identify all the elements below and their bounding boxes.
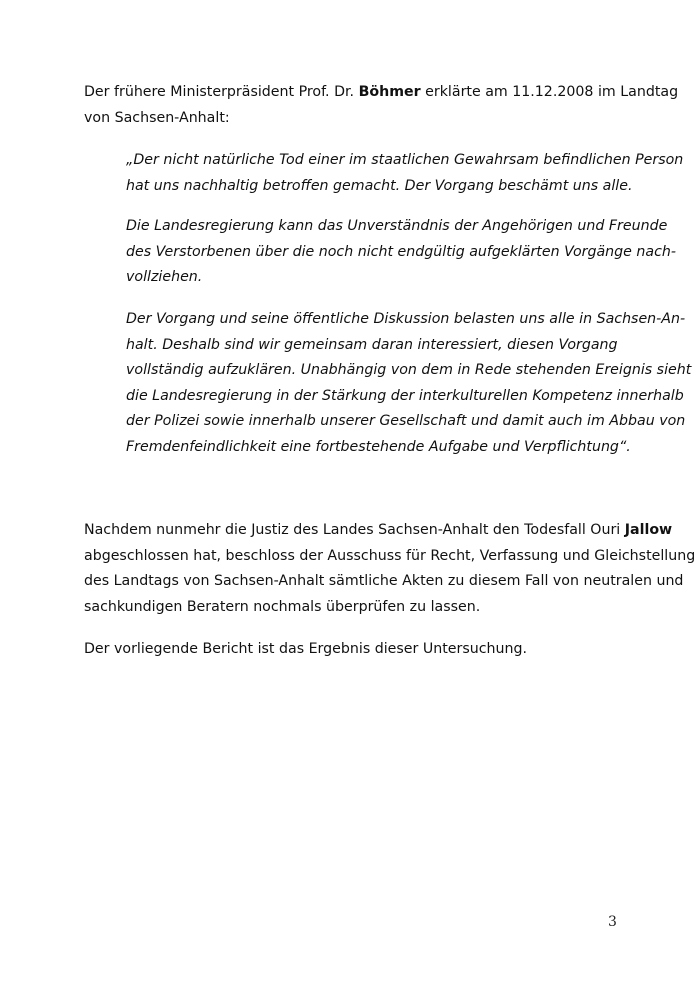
followup-line-2: abgeschlossen hat, beschloss der Ausschuss für Recht, Verfassung und Gleichstellung xyxy=(84,547,696,564)
intro-paragraph xyxy=(84,80,678,131)
followup-line-3: des Landtags von Sachsen-Anhalt sämtliche Akten zu diesem Fall von neutralen und xyxy=(84,573,684,589)
quote-p2-line: des Verstorbenen über die noch nicht endgültig aufgeklärten Vorgänge nach- xyxy=(126,243,677,260)
intro-name-boehmer: Böhmer xyxy=(358,84,421,100)
followup-line-1 xyxy=(84,518,695,544)
followup-paragraph xyxy=(84,518,695,620)
quote-paragraph-2 xyxy=(126,214,676,291)
quote-p3-line: die Landesregierung in der Stärkung der interkulturellen Kompetenz innerhalb xyxy=(126,387,684,404)
followup-name-jallow: Jallow xyxy=(624,522,673,538)
intro-line-2: von Sachsen-Anhalt: xyxy=(84,109,230,126)
followup-text-start: Nachdem nunmehr die Justiz des Landes Sachsen-Anhalt den Todesfall Ouri xyxy=(84,522,625,538)
intro-line-1 xyxy=(84,80,678,106)
quote-p2-line: Die Landesregierung kann das Unverständnis der Angehörigen und Freunde xyxy=(126,218,668,234)
quote-paragraph-1 xyxy=(126,148,683,199)
quote-p1-line: hat uns nachhaltig betroffen gemacht. Der Vorgang beschämt uns alle. xyxy=(126,177,633,194)
quote-p2-line: vollziehen. xyxy=(126,269,203,285)
intro-text-end: erklärte am 11.12.2008 im Landtag xyxy=(420,84,679,100)
intro-text-start: Der frühere Ministerpräsident Prof. Dr. xyxy=(84,84,359,100)
followup-line-4: sachkundigen Beratern nochmals überprüfen zu lassen. xyxy=(84,598,481,615)
quote-p3-line: vollständig aufzuklären. Unabhängig von dem in Rede stehenden Ereignis sieht xyxy=(126,362,692,378)
quote-p3-line: der Polizei sowie innerhalb unserer Gesellschaft und damit auch im Abbau von xyxy=(126,413,686,429)
quote-p3-line: Fremdenfeindlichkeit eine fortbestehende Aufgabe und Verpflichtung“. xyxy=(126,438,631,455)
quote-p1-line: „Der nicht natürliche Tod einer im staatlichen Gewahrsam befindlichen Person xyxy=(126,152,684,168)
page-number: 3 xyxy=(608,914,617,930)
quote-p3-line: Der Vorgang und seine öffentliche Diskussion belasten uns alle in Sachsen-An- xyxy=(126,311,686,327)
quote-p3-line: halt. Deshalb sind wir gemeinsam daran interessiert, diesen Vorgang xyxy=(126,336,618,353)
conclusion-line: Der vorliegende Bericht ist das Ergebnis dieser Untersuchung. xyxy=(84,641,528,657)
conclusion-paragraph xyxy=(84,637,527,663)
quote-paragraph-3 xyxy=(126,307,691,460)
